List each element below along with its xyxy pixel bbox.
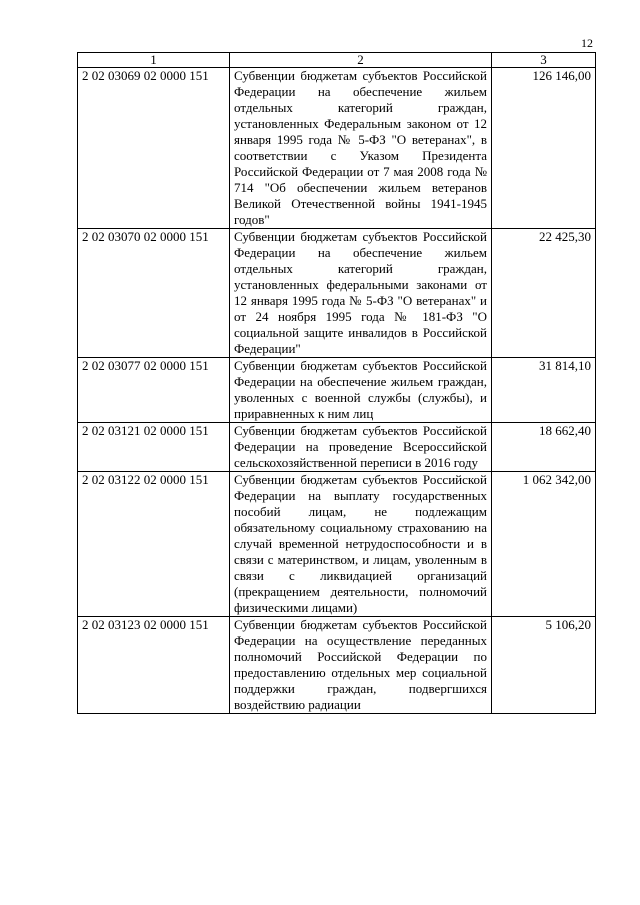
row-amount: 126 146,00	[492, 68, 596, 229]
row-amount: 31 814,10	[492, 358, 596, 423]
row-description: Субвенции бюджетам субъектов Российской Федерации на осуществление переданных полномочий Российской Федерации по предоставлению отдельных мер социальной поддержки граждан, подвергшихся воздействию радиации	[230, 617, 492, 714]
budget-code: 2 02 03070 02 0000 151	[78, 229, 230, 358]
table-row	[78, 472, 596, 617]
column-header-amount: 3	[492, 53, 596, 68]
row-amount: 18 662,40	[492, 423, 596, 472]
budget-code: 2 02 03123 02 0000 151	[78, 617, 230, 714]
budget-code: 2 02 03122 02 0000 151	[78, 472, 230, 617]
budget-code: 2 02 03077 02 0000 151	[78, 358, 230, 423]
table-row	[78, 617, 596, 714]
table-row	[78, 358, 596, 423]
table-row	[78, 423, 596, 472]
row-description: Субвенции бюджетам субъектов Российской Федерации на проведение Всероссийской сельскохозяйственной переписи в 2016 году	[230, 423, 492, 472]
row-description: Субвенции бюджетам субъектов Российской Федерации на обеспечение жильем граждан, уволенных с военной службы (службы), и приравненных к ним лиц	[230, 358, 492, 423]
column-header-description: 2	[230, 53, 492, 68]
row-description: Субвенции бюджетам субъектов Российской Федерации на выплату государственных пособий лицам, не подлежащим обязательному социальному страхованию на случай временной нетрудоспособности и в связи с материнством, и лицам, уволенным в связи с ликвидацией организаций (прекращением деятельности, полномочий физическими лицами)	[230, 472, 492, 617]
header-row	[78, 53, 596, 68]
table-row	[78, 68, 596, 229]
row-description: Субвенции бюджетам субъектов Российской Федерации на обеспечение жильем отдельных категорий граждан, установленных федеральными законами от 12 января 1995 года № 5-ФЗ "О ветеранах" и от 24 ноября 1995 года № 181-ФЗ "О социальной защите инвалидов в Российской Федерации"	[230, 229, 492, 358]
row-description: Субвенции бюджетам субъектов Российской Федерации на обеспечение жильем отдельных категорий граждан, установленных Федеральным законом от 12 января 1995 года № 5-ФЗ "О ветеранах", в соответствии с Указом Президента Российской Федерации от 7 мая 2008 года № 714 "Об обеспечении жильем ветеранов Великой Отечественной войны 1941-1945 годов"	[230, 68, 492, 229]
column-header-code: 1	[78, 53, 230, 68]
row-amount: 1 062 342,00	[492, 472, 596, 617]
page-number: 12	[581, 36, 593, 50]
table-row	[78, 229, 596, 358]
row-amount: 22 425,30	[492, 229, 596, 358]
budget-table	[77, 52, 596, 714]
budget-code: 2 02 03069 02 0000 151	[78, 68, 230, 229]
row-amount: 5 106,20	[492, 617, 596, 714]
budget-code: 2 02 03121 02 0000 151	[78, 423, 230, 472]
